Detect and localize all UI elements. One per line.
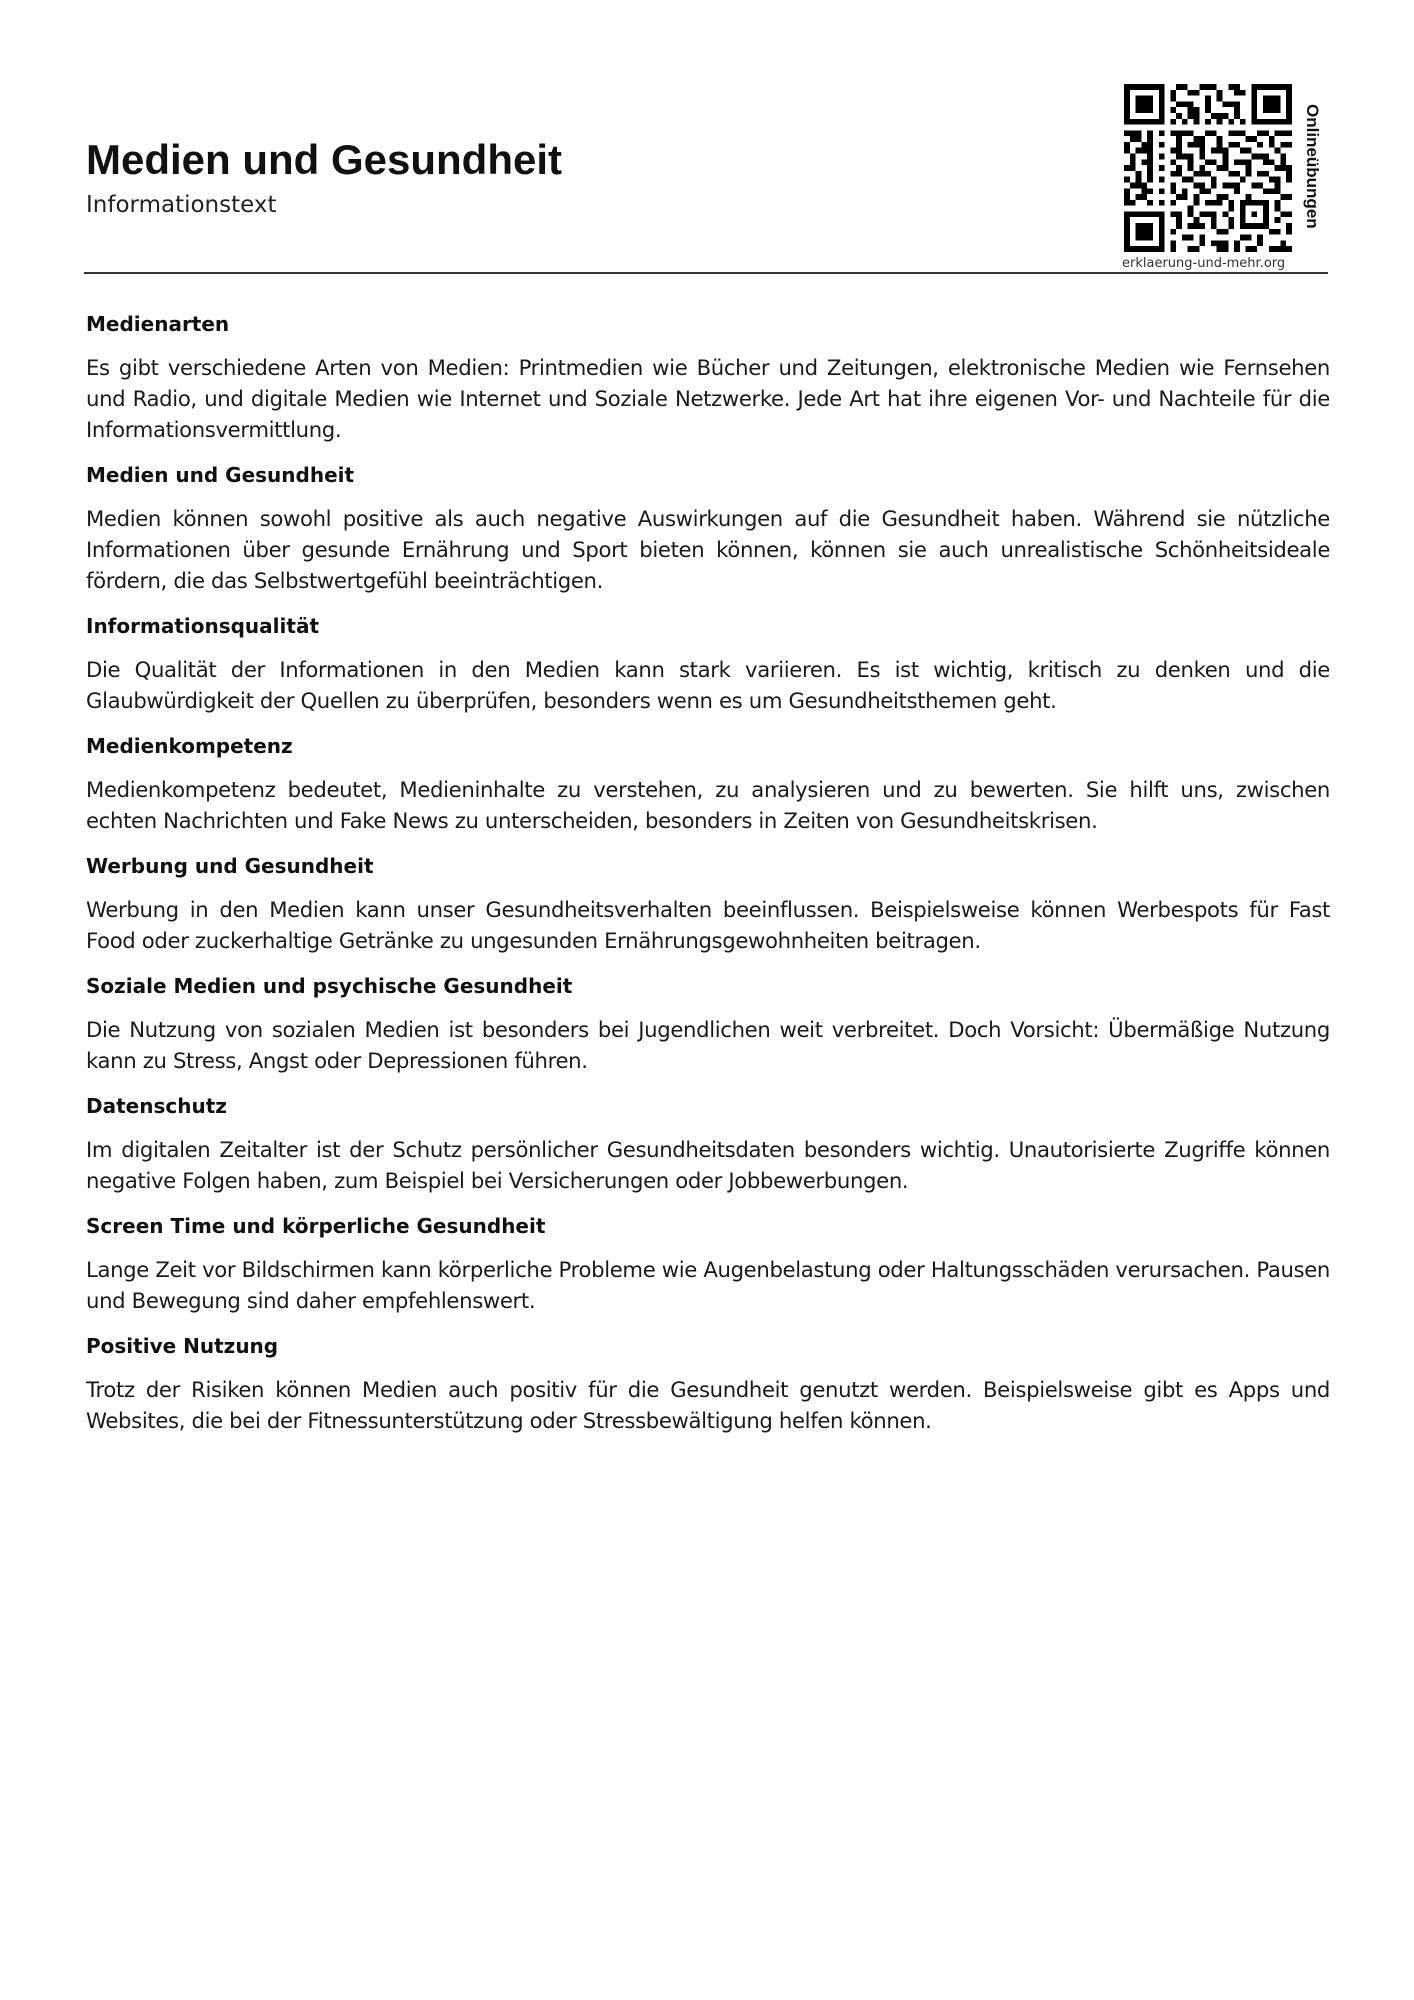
section-text: Die Nutzung von sozialen Medien ist besonders bei Jugendlichen weit verbreitet. Doch Vorsicht: Übermäßige Nutzung kann zu Stress, Angst oder Depressionen führen. xyxy=(86,1017,1330,1073)
section-medienarten xyxy=(86,312,1330,445)
section-heading: Screen Time und körperliche Gesundheit xyxy=(86,1214,546,1238)
section-positive-nutzung xyxy=(86,1334,1330,1436)
section-medien-und-gesundheit xyxy=(86,463,1330,596)
section-datenschutz xyxy=(86,1094,1330,1196)
section-heading: Werbung und Gesundheit xyxy=(86,854,374,878)
section-medienkompetenz xyxy=(86,734,1330,836)
qr-code-icon[interactable] xyxy=(1124,84,1292,252)
section-heading: Medien und Gesundheit xyxy=(86,463,355,487)
header-divider xyxy=(84,272,1328,274)
section-text: Lange Zeit vor Bildschirmen kann körperliche Probleme wie Augenbelastung oder Haltungsschäden verursachen. Pausen und Bewegung sind daher empfehlenswert. xyxy=(86,1257,1330,1313)
section-text: Die Qualität der Informationen in den Medien kann stark variieren. Es ist wichtig, kritisch zu denken und die Glaubwürdigkeit der Quellen zu überprüfen, besonders wenn es um Gesundheitsthemen geht. xyxy=(86,657,1330,713)
section-text: Medien können sowohl positive als auch negative Auswirkungen auf die Gesundheit haben. Während sie nützliche Informationen über gesunde Ernährung und Sport bieten können, können sie auch unrealistische Schönheitsideale fördern, die das Selbstwertgefühl beeinträchtigen. xyxy=(86,506,1330,593)
online-exercises-label xyxy=(1300,104,1322,254)
text-body xyxy=(86,312,1330,1454)
section-heading: Informationsqualität xyxy=(86,614,319,638)
section-heading: Medienkompetenz xyxy=(86,734,293,758)
page-title: Medien und Gesundheit xyxy=(86,136,563,183)
online-exercises-text: Onlineübungen xyxy=(1303,104,1322,229)
section-informationsqualitaet xyxy=(86,614,1330,716)
section-heading: Positive Nutzung xyxy=(86,1334,279,1358)
section-heading: Datenschutz xyxy=(86,1094,227,1118)
section-heading: Medienarten xyxy=(86,312,230,336)
page-subtitle: Informationstext xyxy=(86,192,277,218)
section-text: Im digitalen Zeitalter ist der Schutz persönlicher Gesundheitsdaten besonders wichtig. Unautorisierte Zugriffe können negative Folgen haben, zum Beispiel bei Versicherungen oder Jobbewerbungen. xyxy=(86,1137,1330,1193)
section-werbung-und-gesundheit xyxy=(86,854,1330,956)
section-screen-time xyxy=(86,1214,1330,1316)
website-url[interactable]: erklaerung-und-mehr.org xyxy=(1122,256,1286,271)
section-text: Medienkompetenz bedeutet, Medieninhalte zu verstehen, zu analysieren und zu bewerten. Sie hilft uns, zwischen echten Nachrichten und Fake News zu unterscheiden, besonders in Zeiten von Gesundheitskrisen. xyxy=(86,777,1330,833)
section-heading: Soziale Medien und psychische Gesundheit xyxy=(86,974,573,998)
section-text: Trotz der Risiken können Medien auch positiv für die Gesundheit genutzt werden. Beispielsweise gibt es Apps und Websites, die bei der Fitnessunterstützung oder Stressbewältigung helfen können. xyxy=(86,1377,1330,1433)
section-text: Werbung in den Medien kann unser Gesundheitsverhalten beeinflussen. Beispielsweise können Werbespots für Fast Food oder zuckerhaltige Getränke zu ungesunden Ernährungsgewohnheiten beitragen. xyxy=(86,897,1330,953)
section-soziale-medien xyxy=(86,974,1330,1076)
section-text: Es gibt verschiedene Arten von Medien: Printmedien wie Bücher und Zeitungen, elektronische Medien wie Fernsehen und Radio, und digitale Medien wie Internet und Soziale Netzwerke. Jede Art hat ihre eigenen Vor- und Nachteile für die Informationsvermittlung. xyxy=(86,355,1330,442)
